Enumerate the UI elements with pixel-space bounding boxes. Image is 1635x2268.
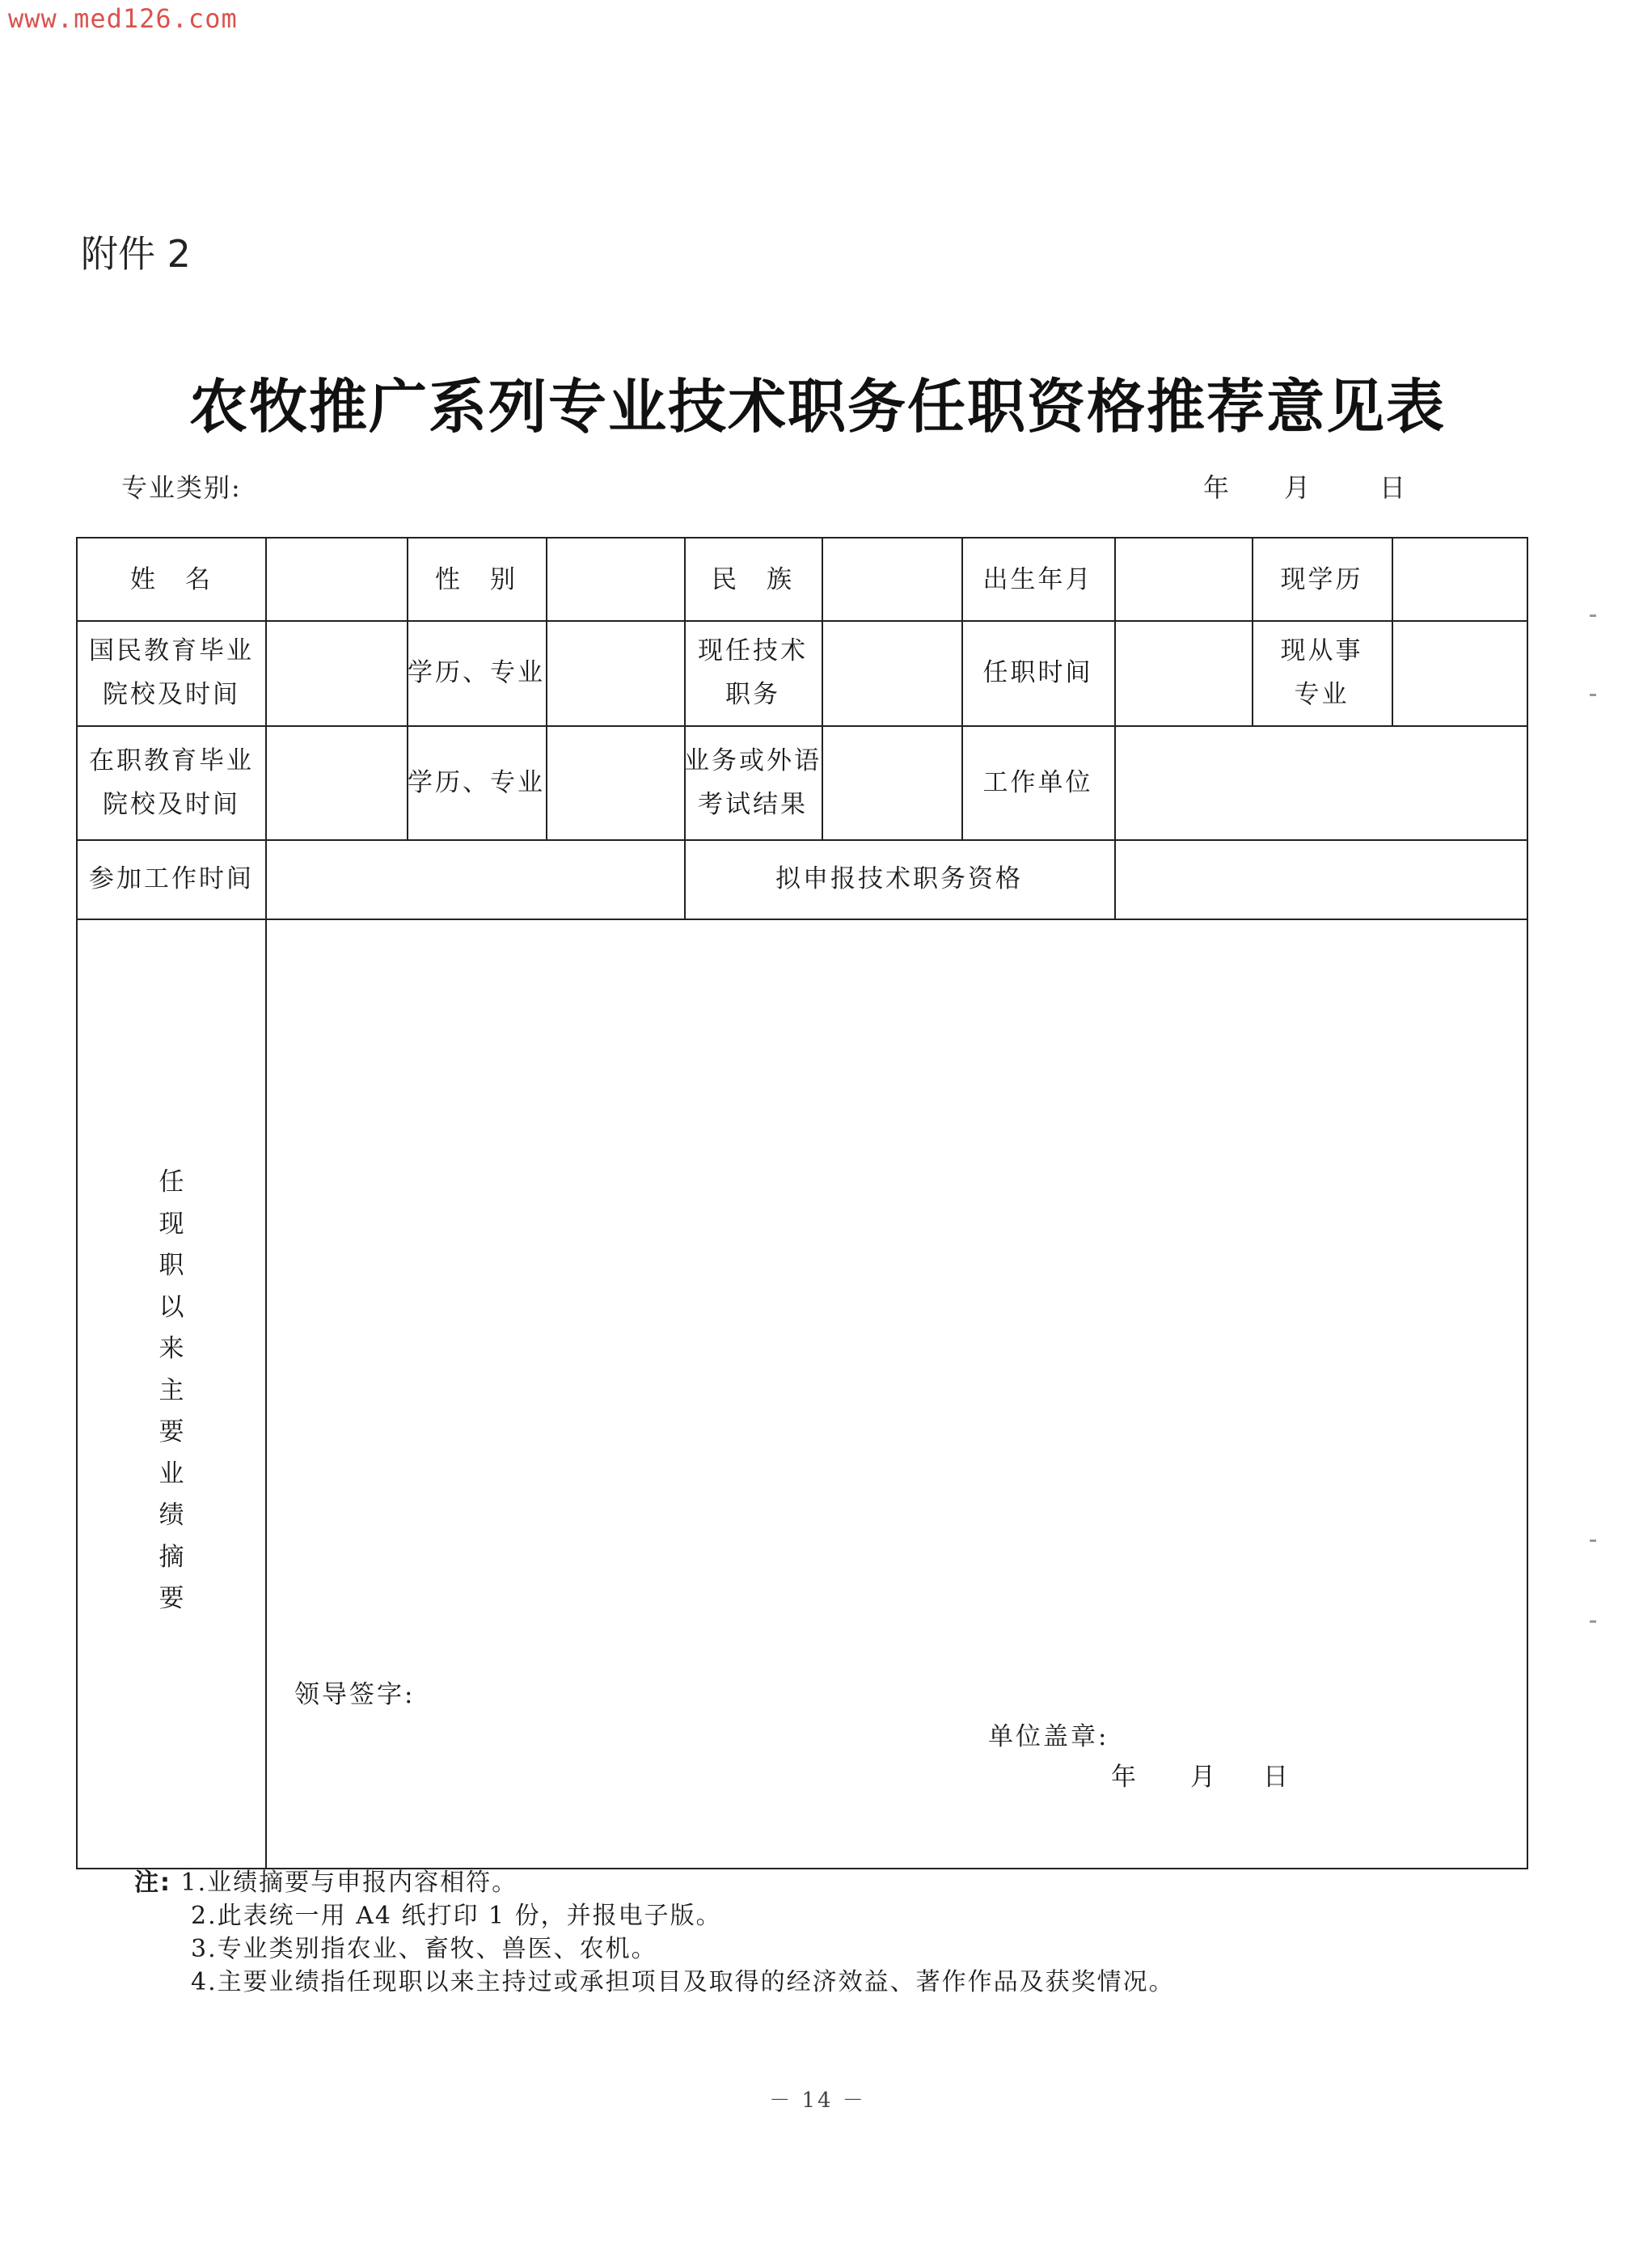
field-national-education[interactable] xyxy=(265,620,407,725)
summary-label-char: 现 xyxy=(158,1209,184,1239)
summary-label-char: 要 xyxy=(158,1584,184,1613)
scan-mark xyxy=(1590,694,1596,696)
summary-label-char: 业 xyxy=(158,1459,184,1489)
field-work-unit[interactable] xyxy=(1114,725,1527,839)
label-birth-date: 出生年月 xyxy=(982,564,1093,594)
summary-label-char: 任 xyxy=(158,1168,184,1197)
field-appointment-date[interactable] xyxy=(1114,620,1252,725)
field-inservice-education[interactable] xyxy=(265,725,407,839)
page-number: － 14 － xyxy=(769,2089,866,2113)
summary-label-char: 来 xyxy=(158,1334,184,1363)
label-exam-result: 业务或外语 考试结果 xyxy=(684,745,822,819)
unit-seal-label: 单位盖章: xyxy=(988,1722,1109,1751)
label-current-specialty: 现从事 专业 xyxy=(1280,636,1363,709)
field-gender[interactable] xyxy=(546,538,684,620)
attachment-label: 附件 2 xyxy=(81,232,191,276)
header-date-month: 月 xyxy=(1284,472,1312,503)
label-ethnicity: 民 族 xyxy=(712,564,794,594)
leader-signature-label: 领导签字: xyxy=(294,1680,416,1709)
field-name[interactable] xyxy=(265,538,407,620)
label-degree-major-1: 学历、专业 xyxy=(408,658,545,687)
note-item: 2.此表统一用 A4 纸打印 1 份，并报电子版。 xyxy=(191,1902,722,1930)
sign-date-day: 日 xyxy=(1263,1763,1291,1792)
field-current-education[interactable] xyxy=(1392,538,1527,620)
note-item: 4.主要业绩指任现职以来主持过或承担项目及取得的经济效益、著作作品及获奖情况。 xyxy=(191,1968,1175,1996)
field-degree-major-1[interactable] xyxy=(546,620,684,725)
notes-section xyxy=(134,1866,1175,1999)
label-national-education: 国民教育毕业 院校及时间 xyxy=(89,636,254,709)
summary-label-char: 要 xyxy=(158,1417,184,1447)
header-date-year: 年 xyxy=(1203,472,1232,503)
category-label: 专业类别: xyxy=(121,472,242,503)
field-ethnicity[interactable] xyxy=(822,538,961,620)
note-item: 3.专业类别指农业、畜牧、兽医、农机。 xyxy=(191,1935,657,1963)
scan-mark xyxy=(1590,1539,1596,1542)
summary-vertical-label xyxy=(78,1161,265,1614)
header-date-day: 日 xyxy=(1379,472,1408,503)
field-proposed-qualification[interactable] xyxy=(1114,839,1527,919)
note-item: 1.业绩摘要与申报内容相符。 xyxy=(180,1869,518,1897)
watermark-url: www.med126.com xyxy=(8,3,238,34)
notes-label: 注: xyxy=(134,1869,171,1897)
field-work-start-date[interactable] xyxy=(265,839,684,919)
sign-date-month: 月 xyxy=(1190,1763,1218,1792)
label-current-education: 现学历 xyxy=(1280,564,1363,594)
scan-mark xyxy=(1590,1620,1596,1623)
summary-label-char: 摘 xyxy=(158,1542,184,1572)
label-inservice-education: 在职教育毕业 院校及时间 xyxy=(89,745,254,819)
summary-label-char: 职 xyxy=(158,1251,184,1280)
label-current-title: 现任技术 职务 xyxy=(698,636,808,709)
field-current-title[interactable] xyxy=(822,620,961,725)
summary-label-char: 以 xyxy=(158,1292,184,1322)
label-name: 姓 名 xyxy=(130,564,213,594)
label-proposed-qualification: 拟申报技术职务资格 xyxy=(775,864,1023,893)
label-gender: 性 别 xyxy=(435,564,518,594)
label-appointment-date: 任职时间 xyxy=(982,658,1093,687)
field-birth-date[interactable] xyxy=(1114,538,1252,620)
field-exam-result[interactable] xyxy=(822,725,961,839)
label-degree-major-2: 学历、专业 xyxy=(408,767,545,797)
label-work-unit: 工作单位 xyxy=(982,767,1093,797)
field-performance-summary[interactable] xyxy=(267,920,1525,1866)
summary-label-char: 主 xyxy=(158,1375,184,1405)
field-current-specialty[interactable] xyxy=(1392,620,1527,725)
form-title: 农牧推广系列专业技术职务任职资格推荐意见表 xyxy=(188,372,1446,441)
sign-date-year: 年 xyxy=(1111,1763,1139,1792)
scan-mark xyxy=(1590,615,1596,617)
recommendation-form-table xyxy=(76,537,1528,1869)
label-work-start-date: 参加工作时间 xyxy=(89,864,254,893)
summary-label-char: 绩 xyxy=(158,1501,184,1530)
field-degree-major-2[interactable] xyxy=(546,725,684,839)
